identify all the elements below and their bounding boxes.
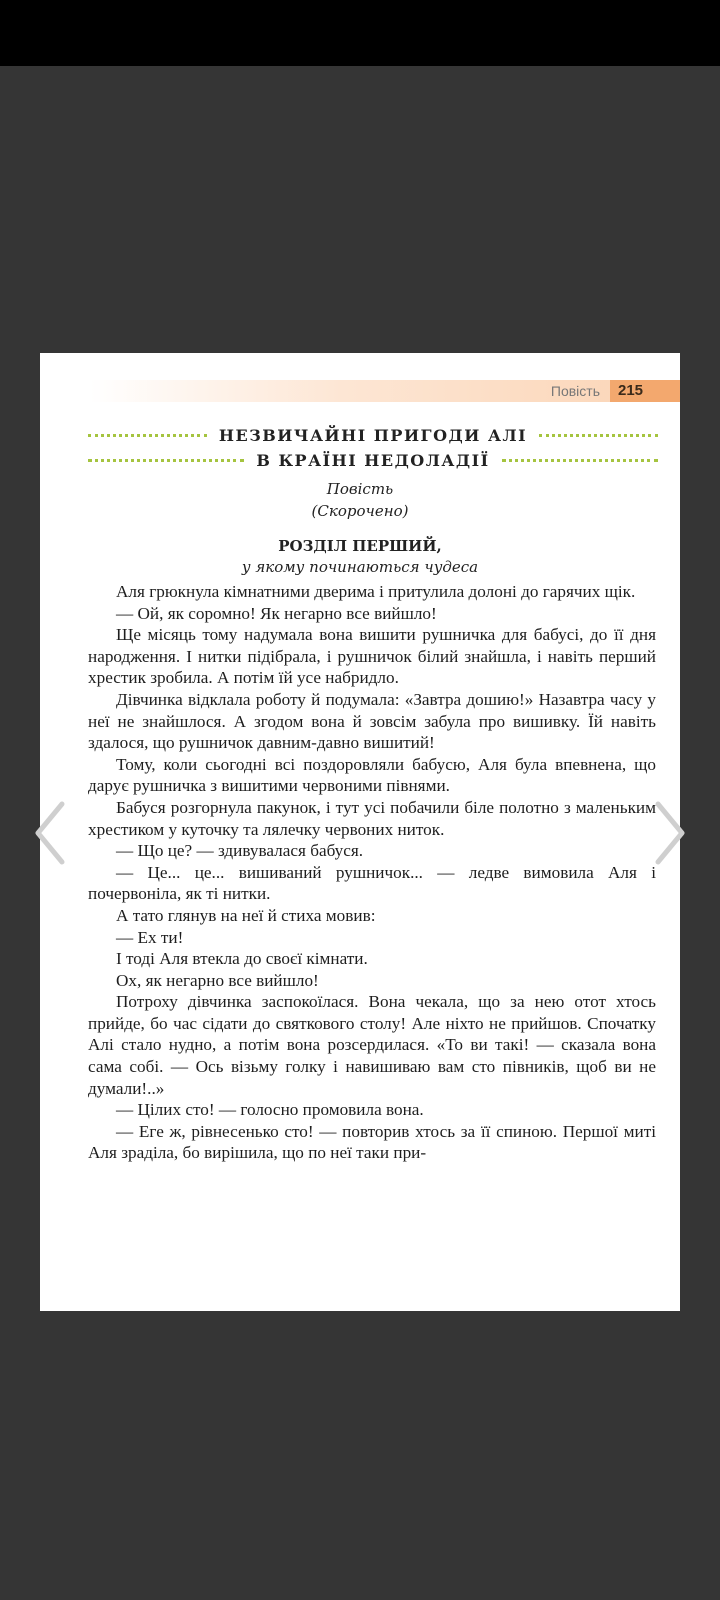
page-number: 215 bbox=[610, 380, 680, 402]
paragraph: Аля грюкнула кімнатними дверима і притулила долоні до гарячих щік. bbox=[116, 582, 636, 601]
paragraph: Тому, коли сьогодні всі поздоровляли бабусю, Аля була впевнена, що дарує рушничка з вишитими червоними півнями. bbox=[88, 754, 656, 796]
paragraph: — Цілих сто! — голосно промовила вона. bbox=[116, 1100, 424, 1120]
previous-page-button[interactable] bbox=[32, 798, 72, 868]
paragraph: — Еге ж, рівнесенько сто! — повторив хтось за її спиною. Першої миті Аля зраділа, бо вирішила, що по неї таки при- bbox=[88, 1121, 656, 1163]
top-status-bar bbox=[0, 0, 720, 66]
paragraph: А тато глянув на неї й стиха мовив: bbox=[116, 905, 376, 925]
book-page bbox=[40, 353, 680, 1311]
next-page-button[interactable] bbox=[648, 798, 688, 868]
paragraph: Ох, як негарно все вийшло! bbox=[116, 970, 319, 990]
title-line-1 bbox=[88, 423, 658, 447]
paragraph: — Ой, як соромно! Як негарно все вийшло! bbox=[116, 603, 437, 623]
dotted-rule bbox=[88, 459, 244, 462]
paragraph: — Це... це... вишиваний рушничок... — ледве вимовила Аля і почервоніла, як ті нитки. bbox=[88, 862, 656, 904]
dotted-rule bbox=[88, 434, 207, 437]
paragraph: Потроху дівчинка заспокоїлася. Вона чекала, що за нею отот хтось прийде, бо час сідати до святкового столу! Але ніхто не прийшов. Спочатку Алі стало нудно, а потім вона розсердилася. «То ви такі! — сказала вона сама собі. — Ось візьму голку і навишиваю вам сто півників, щоб ви не думали!..» bbox=[88, 992, 656, 1098]
genre-label: Повість bbox=[326, 480, 394, 498]
chevron-left-icon bbox=[32, 798, 72, 868]
story-title-line-1: НЕЗВИЧАЙНІ ПРИГОДИ АЛІ bbox=[218, 425, 528, 445]
story-title-line-2: В КРАЇНІ НЕДОЛАДІЇ bbox=[256, 450, 490, 470]
paragraph: Ще місяць тому надумала вона вишити рушничка для бабусі, до її дня народження. І нитки підібрала, і рушничок білий знайшла, і навіть перший хрестик зробила. А потім їй усе набридло. bbox=[88, 625, 656, 688]
title-line-2 bbox=[88, 448, 658, 472]
dotted-rule bbox=[502, 459, 658, 462]
paragraph: — Ех ти! bbox=[116, 927, 184, 947]
paragraph: Дівчинка відклала роботу й подумала: «Завтра дошию!» Назавтра часу у неї не знайшлося. А згодом вона й зовсім забула про вишивку. Їй навіть здалося, що рушничок давним-давно вишитий! bbox=[88, 689, 656, 753]
chapter-title: РОЗДІЛ ПЕРШИЙ, bbox=[278, 537, 442, 555]
dotted-rule bbox=[539, 434, 658, 437]
chevron-right-icon bbox=[648, 798, 688, 868]
story-text bbox=[88, 581, 656, 1164]
section-label: Повість bbox=[550, 383, 600, 399]
chapter-subtitle: у якому починаються чудеса bbox=[241, 558, 479, 576]
paragraph: Бабуся розгорнула пакунок, і тут усі побачили біле полотно з маленьким хрестиком у куточку та лялечку червоних ниток. bbox=[88, 797, 656, 839]
abridged-label: (Скорочено) bbox=[311, 502, 409, 520]
paragraph: І тоді Аля втекла до своєї кімнати. bbox=[116, 949, 368, 969]
paragraph: — Що це? — здивувалася бабуся. bbox=[116, 841, 364, 861]
